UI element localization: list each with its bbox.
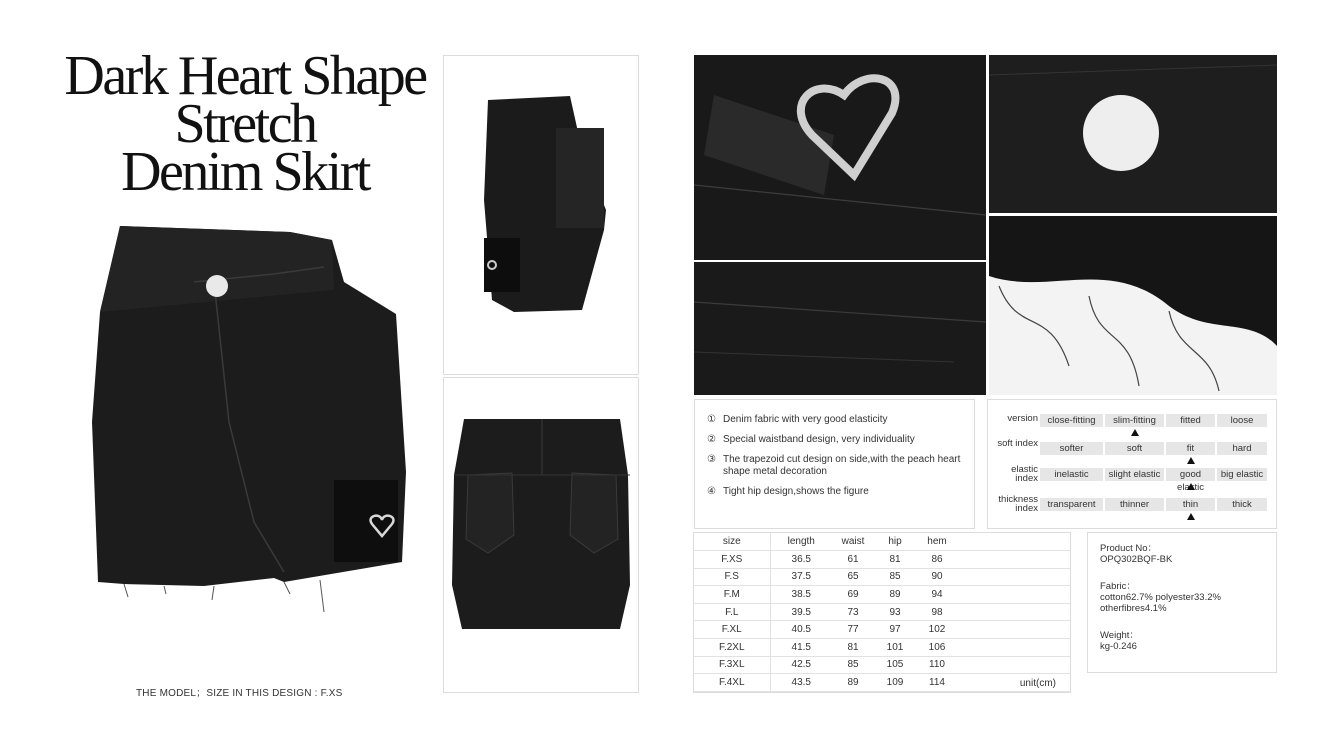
- selected-marker-icon: [1131, 429, 1139, 436]
- table-cell: 38.5: [770, 586, 832, 604]
- weight-value: kg-0.246: [1100, 641, 1137, 652]
- table-cell: 109: [874, 674, 916, 692]
- table-row: [694, 568, 1070, 586]
- table-cell: 85: [832, 656, 874, 674]
- table-cell: 39.5: [770, 603, 832, 621]
- table-cell: F.4XL: [694, 674, 770, 692]
- table-cell: 97: [874, 621, 916, 639]
- table-cell: 93: [874, 603, 916, 621]
- table-cell: 36.5: [770, 551, 832, 569]
- table-cell: 43.5: [770, 674, 832, 692]
- product-no-value: OPQ302BQF-BK: [1100, 554, 1173, 565]
- side-view-image: [470, 90, 620, 320]
- index-label: thickness index: [998, 494, 1038, 514]
- table-cell: 37.5: [770, 568, 832, 586]
- table-cell: 81: [874, 551, 916, 569]
- title-line-1: Dark Heart Shape: [64, 45, 426, 107]
- heart-detail-image: [694, 55, 986, 260]
- index-option: fitted: [1166, 414, 1215, 427]
- index-option: fit: [1166, 442, 1215, 455]
- features-list: [694, 399, 975, 529]
- table-cell: 85: [874, 568, 916, 586]
- title-line-3: Denim Skirt: [121, 141, 369, 203]
- table-cell: 94: [916, 586, 958, 604]
- button-icon: [206, 275, 228, 297]
- table-cell: 73: [832, 603, 874, 621]
- title-line-2: Stretch: [174, 93, 316, 155]
- table-cell: 102: [916, 621, 958, 639]
- size-chart: [693, 532, 1071, 693]
- table-header: hem: [916, 533, 958, 551]
- index-row: [988, 439, 1278, 463]
- index-option: loose: [1217, 414, 1267, 427]
- table-cell: 65: [832, 568, 874, 586]
- selected-marker-icon: [1187, 483, 1195, 490]
- table-header: length: [770, 533, 832, 551]
- index-option: close-fitting: [1040, 414, 1103, 427]
- fit-index-chart: [987, 399, 1277, 529]
- table-cell: F.S: [694, 568, 770, 586]
- table-cell: 106: [916, 639, 958, 657]
- weight-label: Weight：: [1100, 630, 1139, 641]
- fabric-line-1: cotton62.7% polyester33.2%: [1100, 592, 1221, 603]
- main-skirt-image: [84, 222, 414, 622]
- table-cell: 98: [916, 603, 958, 621]
- table-cell: 40.5: [770, 621, 832, 639]
- table-cell: 89: [874, 586, 916, 604]
- table-header-row: [694, 533, 1070, 551]
- size-table: [694, 533, 1070, 692]
- table-cell: 105: [874, 656, 916, 674]
- selected-marker-icon: [1187, 513, 1195, 520]
- fabric-label: Fabric：: [1100, 581, 1136, 592]
- selected-marker-icon: [1187, 457, 1195, 464]
- table-row: [694, 639, 1070, 657]
- table-cell: F.3XL: [694, 656, 770, 674]
- table-cell: 41.5: [770, 639, 832, 657]
- button-detail-image: [989, 55, 1277, 213]
- index-row: [988, 464, 1278, 493]
- index-option: inelastic: [1040, 468, 1103, 481]
- product-no-label: Product No：: [1100, 543, 1158, 554]
- table-cell: F.L: [694, 603, 770, 621]
- table-row: [694, 551, 1070, 569]
- list-item: ② Special waistband design, very individuality: [707, 434, 915, 445]
- table-cell: F.M: [694, 586, 770, 604]
- back-view-image: [448, 415, 636, 637]
- table-cell: 61: [832, 551, 874, 569]
- index-row: [988, 414, 1278, 438]
- index-option: thin: [1166, 498, 1215, 511]
- index-option: big elastic: [1217, 468, 1267, 481]
- index-label: soft index: [997, 438, 1038, 449]
- index-option: slight elastic: [1105, 468, 1164, 481]
- table-row: [694, 586, 1070, 604]
- model-size-caption: THE MODEL；SIZE IN THIS DESIGN : F.XS: [136, 688, 343, 699]
- table-cell: F.XL: [694, 621, 770, 639]
- pocket-detail-image: [694, 262, 986, 395]
- table-row: [694, 603, 1070, 621]
- index-option: thick: [1217, 498, 1267, 511]
- table-cell: 77: [832, 621, 874, 639]
- table-cell: 110: [916, 656, 958, 674]
- table-row: [694, 656, 1070, 674]
- index-option: good elastic: [1166, 468, 1215, 481]
- list-item: ④ Tight hip design,shows the figure: [707, 486, 869, 497]
- table-cell: 90: [916, 568, 958, 586]
- table-row: [694, 621, 1070, 639]
- index-option: soft: [1105, 442, 1164, 455]
- index-row: [988, 495, 1278, 519]
- table-cell: 81: [832, 639, 874, 657]
- index-label: version: [1007, 413, 1038, 424]
- table-cell: F.XS: [694, 551, 770, 569]
- table-header: size: [694, 533, 770, 551]
- index-option: transparent: [1040, 498, 1103, 511]
- table-header: waist: [832, 533, 874, 551]
- index-option: softer: [1040, 442, 1103, 455]
- table-cell: 101: [874, 639, 916, 657]
- unit-label: unit(cm): [1019, 678, 1056, 689]
- table-cell: 69: [832, 586, 874, 604]
- index-option: thinner: [1105, 498, 1164, 511]
- index-label: elastic index: [1011, 464, 1038, 484]
- table-cell: F.2XL: [694, 639, 770, 657]
- frayed-hem-detail-image: [989, 216, 1277, 395]
- table-cell: 42.5: [770, 656, 832, 674]
- product-info: [1087, 532, 1277, 673]
- list-item: ① Denim fabric with very good elasticity: [707, 414, 888, 425]
- snap-button-icon: [1083, 95, 1159, 171]
- table-row: [694, 674, 1070, 692]
- table-cell: 89: [832, 674, 874, 692]
- list-item: ③ The trapezoid cut design on side,with the peach heart shape metal decoration: [707, 454, 961, 477]
- index-option: slim-fitting: [1105, 414, 1164, 427]
- product-title: [30, 45, 460, 203]
- table-cell: 86: [916, 551, 958, 569]
- table-header: hip: [874, 533, 916, 551]
- index-option: hard: [1217, 442, 1267, 455]
- table-cell: 114: [916, 674, 958, 692]
- fabric-line-2: otherfibres4.1%: [1100, 603, 1167, 614]
